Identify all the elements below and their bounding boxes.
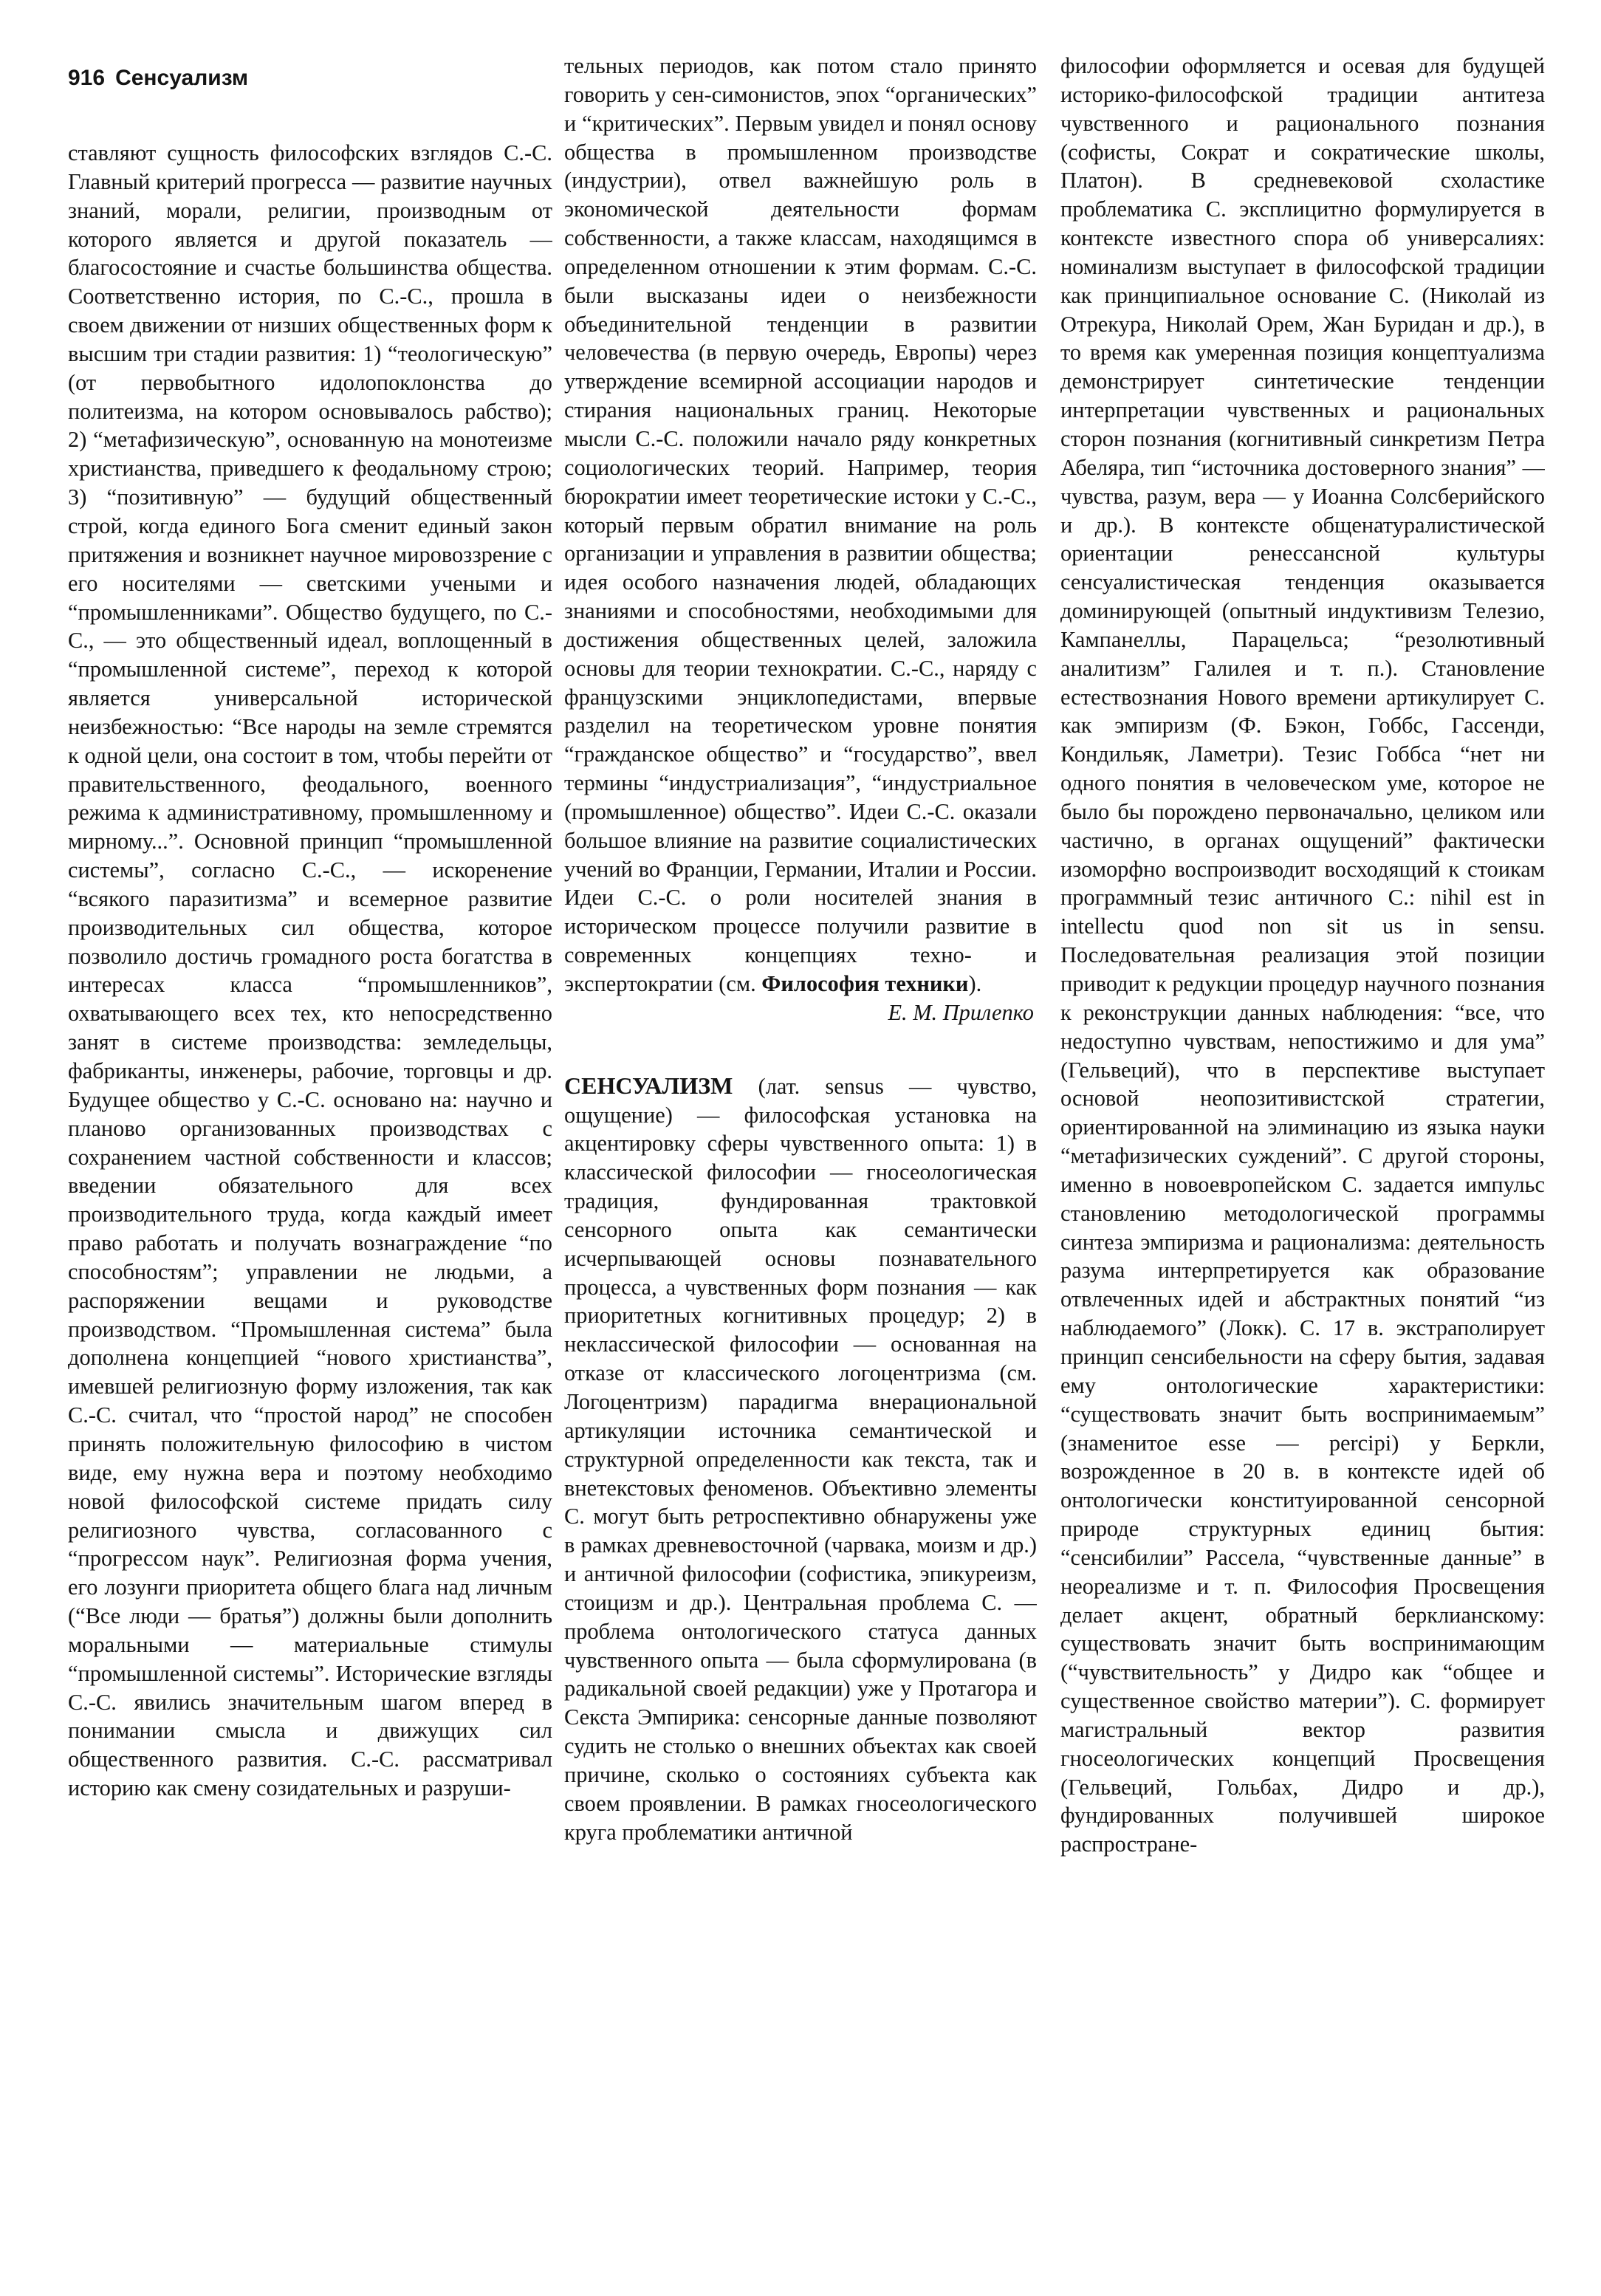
article-text: (лат. sensus — чувство, ощущение) — философская установка на акцентировку сферы чувственного опыта: 1) в классической философии — гносеологическая традиция, фундированная трактовкой сенсорного опыта как семантически исчерпывающей основы познавательного процесса, а чувственных форм познания — как приоритетных когнитивных процедур; 2) в неклассической философии — основанная на отказе от классического логоцентризма (см. Логоцентризм) парадигма внерациональной артикуляции источника семантической и структурной определенности как текста, так и внетекстовых феноменов. Объективно элементы С. могут быть ретроспективно обнаружены уже в рамках древневосточной (чарвака, моизм и др.) и античной философии (софистика, эпикуреизм, стоицизм и др.). Центральная проблема С. — проблема онтологического статуса данных чувственного опыта — была сформулирована (в радикальной своей редакции) уже у Протагора и Секста Эмпирика: сенсорные данные позволяют судить не столько о внешних объектах как своей причине, сколько о состояниях субъекта как своем проявлении. В рамках гносеологического круга проблематики античной xyxy=(564,1073,1037,1845)
text-column-2 xyxy=(564,52,1037,2271)
author-signature: Е. М. Прилепко xyxy=(888,999,1034,1025)
running-head xyxy=(68,65,481,95)
column2-text: тельных периодов, как потом стало принято говорить у сен-симонистов, эпох “органических” и “критических”. Первым увидел и понял основу общества в промышленном производстве (индустрии), отвел важнейшую роль в экономической деятельности формам собственности, а также классам, находящимся в определенном отношении к этим формам. С.-С. были высказаны идеи о неизбежности объединительной тенденции в развитии человечества (в первую очередь, Европы) через утверждение всемирной ассоциации народов и стирания национальных границ. Некоторые мысли С.-С. положили начало ряду конкретных социологических теорий. Например, теория бюрократии имеет теоретические истоки у С.-С., который первым обратил внимание на роль организации и управления в развитии общества; идея особого назначения людей, обладающих знаниями и способностями, необходимыми для достижения общественных целей, заложила основы для теории технократии. С.-С., наряду с французскими энциклопедистами, впервые разделил на теоретическом уровне понятия “гражданское общество” и “государство”, ввел термины “индустриализация”, “индустриальное (промышленное) общество”. Идеи С.-С. оказали большое влияние на развитие социалистических учений во Франции, Германии, Италии и России. Идеи С.-С. о роли носителей знания в историческом процессе получили развитие в современных концепциях техно- и экспертократии (см. xyxy=(564,53,1037,996)
text-column-3 xyxy=(1060,52,1545,2271)
cross-reference-link[interactable]: Философия техники xyxy=(761,971,969,996)
column3-paragraph: философии оформляется и осевая для будущей историко-философской традиции антитеза чувственного и рационального познания (софисты, Сократ и сократические школы, Платон). В средневековой схоластике проблематика С. эксплицитно формулируется в контексте известного спора об универсалиях: номинализм выступает в философской традиции как принципиальное основание С. (Николай из Отрекура, Николай Орем, Жан Буридан и др.), в то время как умеренная позиция концептуализма демонстрирует синтетические тенденции интерпретации чувственных и рациональных сторон познания (когнитивный синкретизм Петра Абеляра, тип “источника достоверного знания” — чувства, разум, вера — у Иоанна Солсберийского и др.). В контексте общенатуралистической ориентации ренессансной культуры сенсуалистическая тенденция оказывается доминирующей (опытный индуктивизм Телезио, Кампанеллы, Парацельса; “резолютивный аналитизм” Галилея и т. п.). Становление естествознания Нового времени артикулирует С. как эмпиризм (Ф. Бэкон, Гоббс, Гассенди, Кондильяк, Ламетри). Тезис Гоббса “нет ни одного понятия в человеческом уме, которое не было бы порождено первоначально, целиком или частично, в органах ощущений” фактически изоморфно воспроизводит восходящий к стоикам программный тезис античного С.: nihil est in intellectu quod non sit us in sensu. Последовательная реализация этой позиции приводит к редукции процедур научного познания к реконструкции данных наблюдения: “все, что недоступно чувствам, непостижимо и для ума” (Гельвеций), что в перспективе выступает основой неопозитивистской стратегии, ориентированной на элиминацию из языка науки “метафизических суждений”. С другой стороны, именно в новоевропейском С. задается импульс становлению методологической программы синтеза эмпиризма и рационализма: деятельность разума интерпретируется как образование отвлеченных идей и абстрактных понятий “из наблюдаемого” (Локк). С. 17 в. экстраполирует принцип сенсибельности на сферу бытия, задавая ему онтологические характеристики: “существовать значит быть воспринимаемым” (знаменитое esse — percipi) у Беркли, возрожденное в 20 в. в контексте идей об онтологически конституированной сенсорной природе структурных единиц бытия: “сенсибилии” Рассела, “чувственные данные” в неореализме и т. п. Философия Просвещения делает акцент, обратный берклианскому: существовать значит быть воспринимающим (“чувствительность” у Дидро как “общее и существенное свойство материи”). С. формирует магистральный вектор развития гносеологических концепций Просвещения (Гельвеций, Гольбах, Дидро и др.), фундированных получившей широкое распростране- xyxy=(1060,53,1545,1857)
article-headword: СЕНСУАЛИЗМ xyxy=(564,1072,733,1099)
column2-paragraph xyxy=(564,52,1037,998)
article-separator xyxy=(564,1027,1037,1072)
running-head-title: Сенсуализм xyxy=(115,66,249,90)
column2-text-tail: ). xyxy=(968,971,982,996)
column1-paragraph: ставляют сущность философских взглядов С.-С. Главный критерий прогресса — развитие научных знаний, морали, религии, производным от которого является и другой показатель — благосостояние и счастье большинства общества. Соответственно история, по С.-С., прошла в своем движении от низших общественных форм к высшим три стадии развития: 1) “теологическую” (от первобытного идолопоклонства до политеизма, на котором основывалось рабство); 2) “метафизическую”, основанную на монотеизме христианства, приведшего к феодальному строю; 3) “позитивную” — будущий общественный строй, когда единого Бога сменит единый закон притяжения и возникнет научное мировоззрение с его носителями — светскими учеными и “промышленниками”. Общество будущего, по С.-С., — это общественный идеал, воплощенный в “промышленной системе”, переход к которой является универсальной исторической неизбежностью: “Все народы на земле стремятся к одной цели, она состоит в том, чтобы перейти от правительственного, феодального, военного режима к административному, промышленному и мирному...”. Основной принцип “промышленной системы”, согласно С.-С., — искоренение “всякого паразитизма” и всемерное развитие производительных сил общества, которое позволило достичь громадного роста богатства в интересах класса “промышленников”, охватывающего всех тех, кто непосредственно занят в системе производства: земледельцы, фабриканты, инженеры, рабочие, торговцы и др. Будущее общество у С.-С. основано на: научно и планово организованных производствах с сохранением частной собственности и классов; введении обязательного для всех производительного труда, когда каждый имеет право работать и получать вознаграждение “по способностям”; управлении не людьми, а распоряжении вещами и руководстве производством. “Промышленная система” была дополнена концепцией “нового христианства”, имевшей религиозную форму изложения, так как С.-С. считал, что “простой народ” не способен принять положительную философию в чистом виде, ему нужна вера и поэтому необходимо новой философской системе придать силу религиозного чувства, согласованного с “прогрессом наук”. Религиозная форма учения, его лозунги приоритета общего блага над личным (“Все люди — братья”) должны были дополнить моральными — материальные стимулы “промышленной системы”. Исторические взгляды С.-С. явились значительным шагом вперед в понимании смысла и движущих сил общественного развития. С.-С. рассматривал историю как смену созидательных и разруши- xyxy=(68,140,552,1801)
page-number: 916 xyxy=(68,66,106,90)
text-column-1 xyxy=(68,139,552,2271)
article-paragraph xyxy=(564,1072,1037,1847)
